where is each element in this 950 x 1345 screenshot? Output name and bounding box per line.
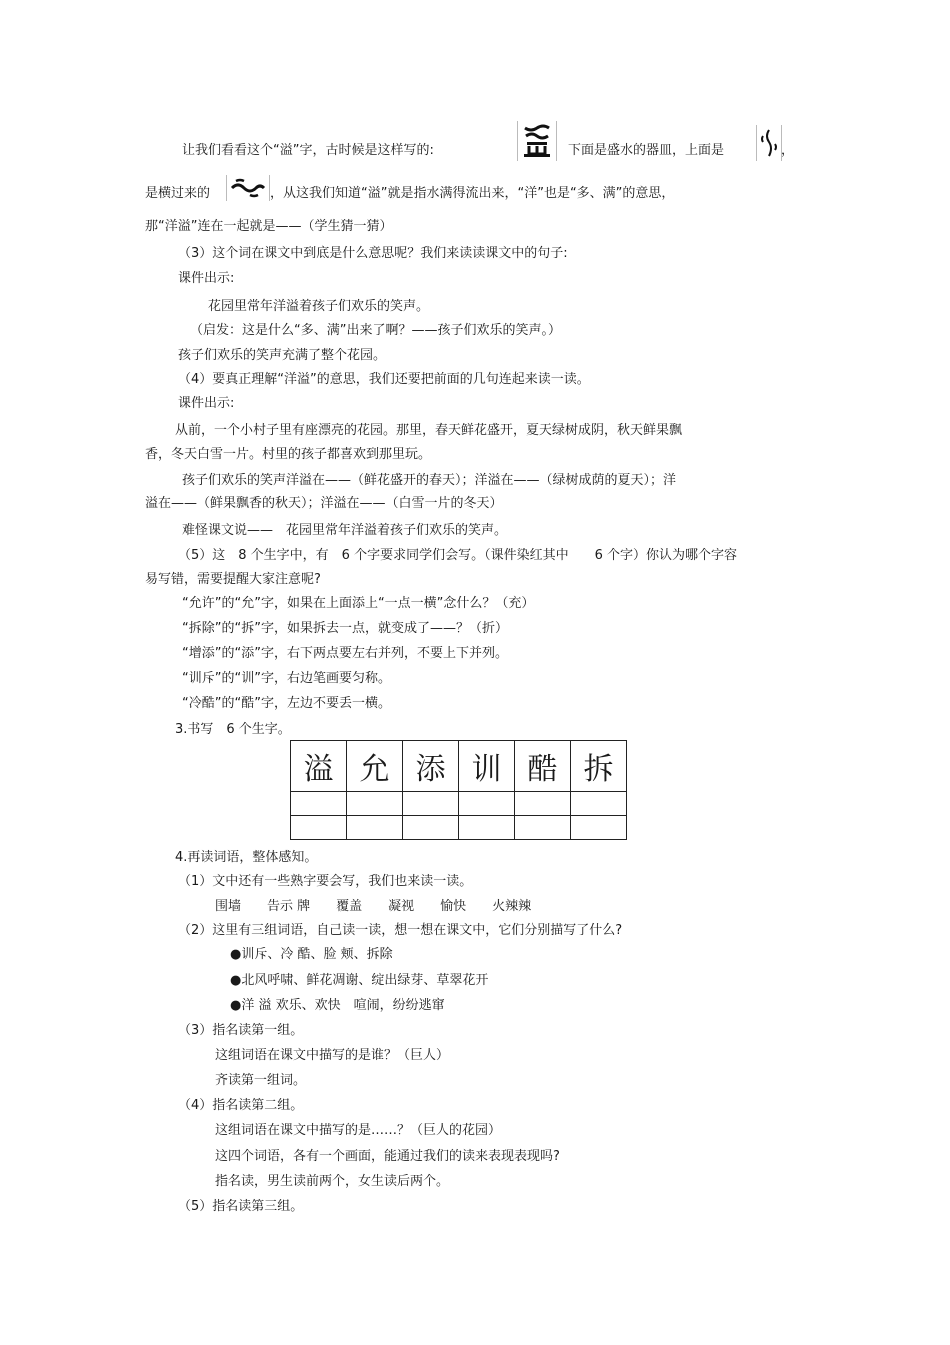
grid-cell	[347, 816, 403, 840]
step-1-line: （1）文中还有一些熟字要会写，我们也来读一读。	[178, 874, 473, 889]
familiar-words: 围墙 告示 牌 覆盖 凝视 愉快 火辣辣	[215, 899, 532, 914]
intro-line-2a: 是横过来的	[145, 186, 211, 201]
grid-char: 拆	[571, 741, 627, 792]
intro-line-1b: 下面是盛水的器皿，上面是	[568, 143, 725, 158]
grid-cell	[515, 792, 571, 816]
group-2-question: 这组词语在课文中描写的是……？（巨人的花园）	[215, 1123, 502, 1138]
group-1-chorus: 齐读第一组词。	[215, 1073, 307, 1088]
tip-yun: “允许”的“允”字，如果在上面添上“一点一横”念什么？（充）	[182, 596, 535, 611]
grid-cell	[459, 816, 515, 840]
courseware-label-1: 课件出示:	[178, 271, 235, 286]
step-3-read: （3）指名读第一组。	[178, 1023, 304, 1038]
grid-cell	[291, 792, 347, 816]
tip-tian: “增添”的“添”字，右下两点要左右并列，不要上下并列。	[182, 646, 508, 661]
grid-practice-row	[291, 792, 627, 816]
grid-char: 允	[347, 741, 403, 792]
hint-line: （启发：这是什么“多、满”出来了啊？——孩子们欢乐的笑声。）	[190, 323, 561, 338]
grid-cell	[571, 792, 627, 816]
grid-char: 训	[459, 741, 515, 792]
word-group-1: ●训斥、冷 酷、脸 颊、拆除	[230, 947, 393, 962]
step-5-line-1: （5）这 8 个生字中，有 6 个字要求同学们会写。（课件染红其中 6 个字）你认为哪个字容	[178, 548, 737, 563]
tip-chai: “拆除”的“拆”字，如果拆去一点，就变成了——？（折）	[182, 621, 508, 636]
section-4-heading: 4.再读词语，整体感知。	[175, 850, 318, 865]
word-group-3: ●洋 溢 欢乐、欢快 喧闹，纷纷逃窜	[230, 998, 445, 1013]
grid-char-row	[291, 741, 627, 792]
step-5-line-2: 易写错，需要提醒大家注意呢?	[145, 572, 321, 587]
word-group-2: ●北风呼啸、鲜花凋谢、绽出绿芽、草翠花开	[230, 973, 489, 988]
grid-practice-row	[291, 816, 627, 840]
seasons-line-2: 溢在——（鲜果飘香的秋天）；洋溢在——（白雪一片的冬天）	[145, 496, 503, 511]
tip-ku: “冷酷”的“酷”字，左边不要丢一横。	[182, 696, 391, 711]
step-4-read: （4）指名读第二组。	[178, 1098, 304, 1113]
grid-cell	[291, 816, 347, 840]
grid-cell	[515, 816, 571, 840]
grid-cell	[347, 792, 403, 816]
grid-cell	[403, 792, 459, 816]
step-2-line: （2）这里有三组词语，自己读一读，想一想在课文中，它们分别描写了什么?	[178, 923, 623, 938]
story-line-1: 从前，一个小村子里有座漂亮的花园。那里，春天鲜花盛开，夏天绿树成阴，秋天鲜果飘	[175, 423, 683, 438]
paraphrase-line: 孩子们欢乐的笑声充满了整个花园。	[178, 348, 387, 363]
step-4-line: （4）要真正理解“洋溢”的意思，我们还要把前面的几句连起来读一读。	[178, 372, 590, 387]
intro-line-2b: ，从这我们知道“溢”就是指水满得流出来，“洋”也是“多、满”的意思，	[270, 186, 675, 201]
group-2-instruction: 指名读，男生读前两个，女生读后两个。	[215, 1174, 450, 1189]
water-vertical-glyph-icon	[756, 125, 782, 161]
grid-char: 酷	[515, 741, 571, 792]
writing-grid	[290, 740, 627, 840]
intro-line-1c: ，	[781, 143, 795, 158]
story-line-2: 香，冬天白雪一片。村里的孩子都喜欢到那里玩。	[145, 447, 432, 462]
grid-cell	[403, 816, 459, 840]
grid-char: 添	[403, 741, 459, 792]
step-5-read: （5）指名读第三组。	[178, 1199, 304, 1214]
courseware-label-2: 课件出示:	[178, 396, 235, 411]
water-horizontal-glyph-icon	[226, 175, 270, 201]
quote-sentence: 花园里常年洋溢着孩子们欢乐的笑声。	[208, 299, 430, 314]
grid-cell	[571, 816, 627, 840]
ancient-yi-glyph-icon	[517, 121, 557, 161]
tip-xun: “训斥”的“训”字，右边笔画要匀称。	[182, 671, 391, 686]
grid-cell	[459, 792, 515, 816]
group-1-question: 这组词语在课文中描写的是谁？（巨人）	[215, 1048, 450, 1063]
step-3-question: （3）这个词在课文中到底是什么意思呢？我们来读读课文中的句子:	[178, 246, 568, 261]
intro-line-1a: 让我们看看这个“溢”字，古时候是这样写的:	[182, 143, 434, 158]
grid-char: 溢	[291, 741, 347, 792]
group-2-prompt: 这四个词语，各有一个画面，能通过我们的读来表现表现吗?	[215, 1149, 560, 1164]
conclusion-line: 难怪课文说—— 花园里常年洋溢着孩子们欢乐的笑声。	[182, 523, 508, 538]
intro-line-3: 那“洋溢”连在一起就是——（学生猜一猜）	[145, 219, 393, 234]
seasons-line-1: 孩子们欢乐的笑声洋溢在——（鲜花盛开的春天）；洋溢在——（绿树成荫的夏天）；洋	[182, 473, 677, 488]
section-3-heading: 3.书写 6 个生字。	[175, 722, 291, 737]
